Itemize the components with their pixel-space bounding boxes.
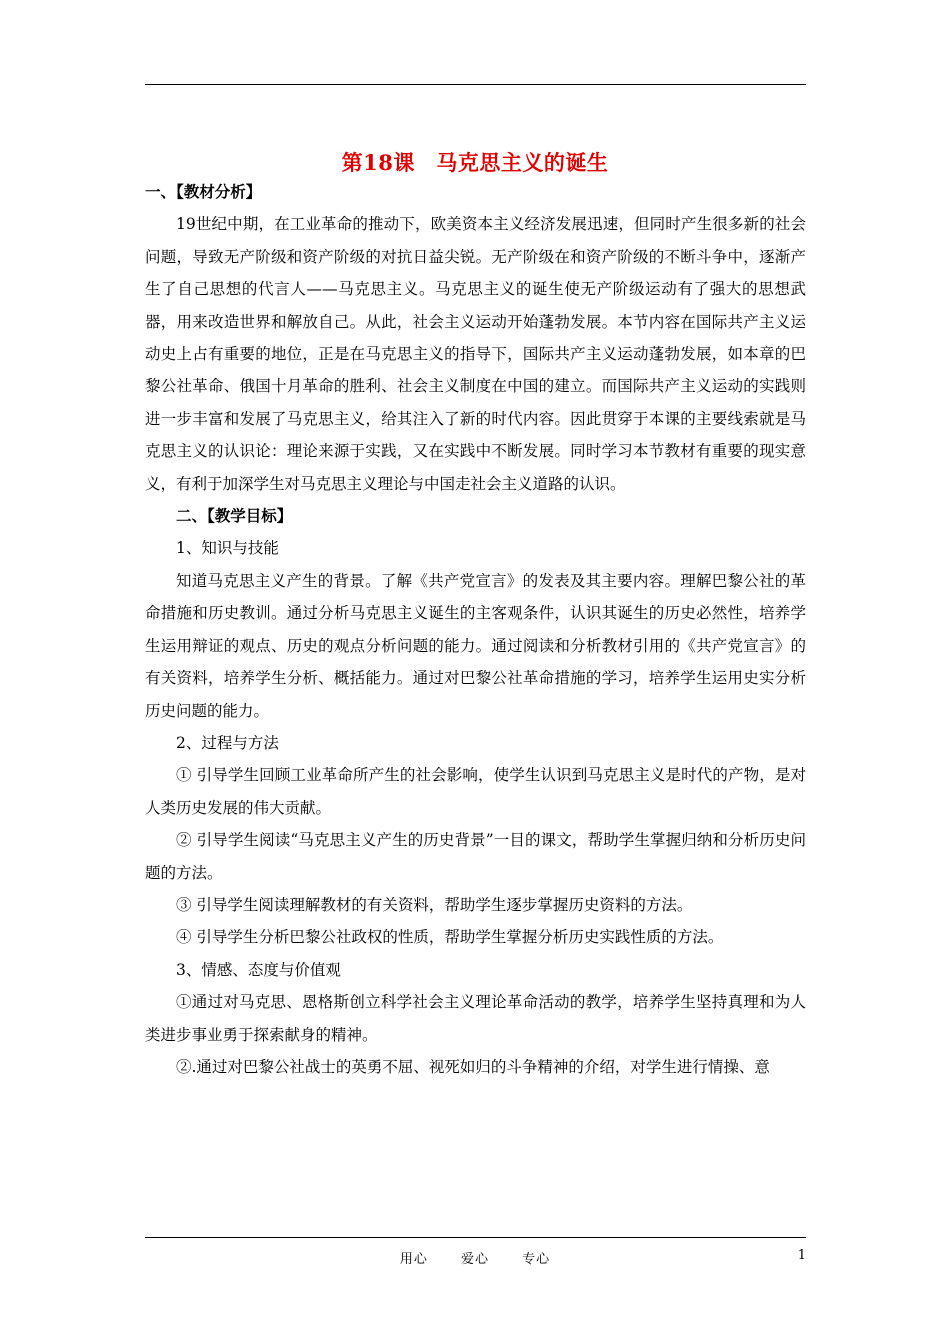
list-item-process-1: ① 引导学生回顾工业革命所产生的社会影响，使学生认识到马克思主义是时代的产物，是对人类历史发展的伟大贡献。 bbox=[145, 766, 806, 817]
list-item-emotion-2: ②.通过对巴黎公社战士的英勇不屈、视死如归的斗争精神的介绍，对学生进行情操、意 bbox=[176, 1057, 770, 1076]
section-heading-teaching-goals: 二、【教学目标】 bbox=[176, 506, 293, 526]
paragraph-textbook-analysis: 19世纪中期，在工业革命的推动下，欧美资本主义经济发展迅速，但同时产生很多新的社会问题，导致无产阶级和资产阶级的对抗日益尖锐。无产阶级在和资产阶级的不断斗争中，逐渐产生了自己思想的代言人——马克思主义。马克思主义的诞生使无产阶级运动有了强大的思想武器，用来改造世界和解放自己。从此，社会主义运动开始蓬勃发展。本节内容在国际共产主义运动史上占有重要的地位，正是在马克思主义的指导下，国际共产主义运动蓬勃发展，如本章的巴黎公社革命、俄国十月革命的胜利、社会主义制度在中国的建立。而国际共产主义运动的实践则进一步丰富和发展了马克思主义，给其注入了新的时代内容。因此贯穿于本课的主要线索就是马克思主义的认识论：理论来源于实践，又在实践中不断发展。同时学习本节教材有重要的现实意义，有利于加深学生对马克思主义理论与中国走社会主义道路的认识。 bbox=[145, 215, 806, 493]
page-number: 1 bbox=[797, 1248, 806, 1263]
footer-rule bbox=[145, 1237, 806, 1238]
paragraph-knowledge-skills: 知道马克思主义产生的背景。了解《共产党宣言》的发表及其主要内容。理解巴黎公社的革命措施和历史教训。通过分析马克思主义诞生的主客观条件，认识其诞生的历史必然性，培养学生运用辩证的观点、历史的观点分析问题的能力。通过阅读和分析教材引用的《共产党宣言》的有关资料，培养学生分析、概括能力。通过对巴黎公社革命措施的学习，培养学生运用史实分析历史问题的能力。 bbox=[145, 571, 806, 720]
subheading-knowledge-skills: 1、知识与技能 bbox=[176, 539, 279, 558]
list-item-emotion-1: ①通过对马克思、恩格斯创立科学社会主义理论革命活动的教学，培养学生坚持真理和为人类进步事业勇于探索献身的精神。 bbox=[145, 993, 806, 1044]
list-item-process-2: ② 引导学生阅读“马克思主义产生的历史背景”一目的课文，帮助学生掌握归纳和分析历史问题的方法。 bbox=[145, 831, 806, 882]
subheading-process-methods: 2、过程与方法 bbox=[176, 733, 279, 752]
page-title: 第18课 马克思主义的诞生 bbox=[341, 150, 609, 175]
footer-word: 专心 bbox=[522, 1252, 551, 1267]
document-body bbox=[145, 176, 806, 1083]
list-item-process-3: ③ 引导学生阅读理解教材的有关资料，帮助学生逐步掌握历史资料的方法。 bbox=[176, 895, 693, 914]
subheading-emotion-values: 3、情感、态度与价值观 bbox=[176, 960, 341, 979]
footer-word: 爱心 bbox=[460, 1252, 489, 1267]
header-rule bbox=[145, 84, 806, 85]
section-heading-textbook-analysis: 一、【教材分析】 bbox=[145, 182, 262, 201]
list-item-process-4: ④ 引导学生分析巴黎公社政权的性质，帮助学生掌握分析历史实践性质的方法。 bbox=[176, 928, 724, 947]
footer-motto bbox=[0, 1248, 950, 1267]
footer-word: 用心 bbox=[399, 1252, 428, 1267]
